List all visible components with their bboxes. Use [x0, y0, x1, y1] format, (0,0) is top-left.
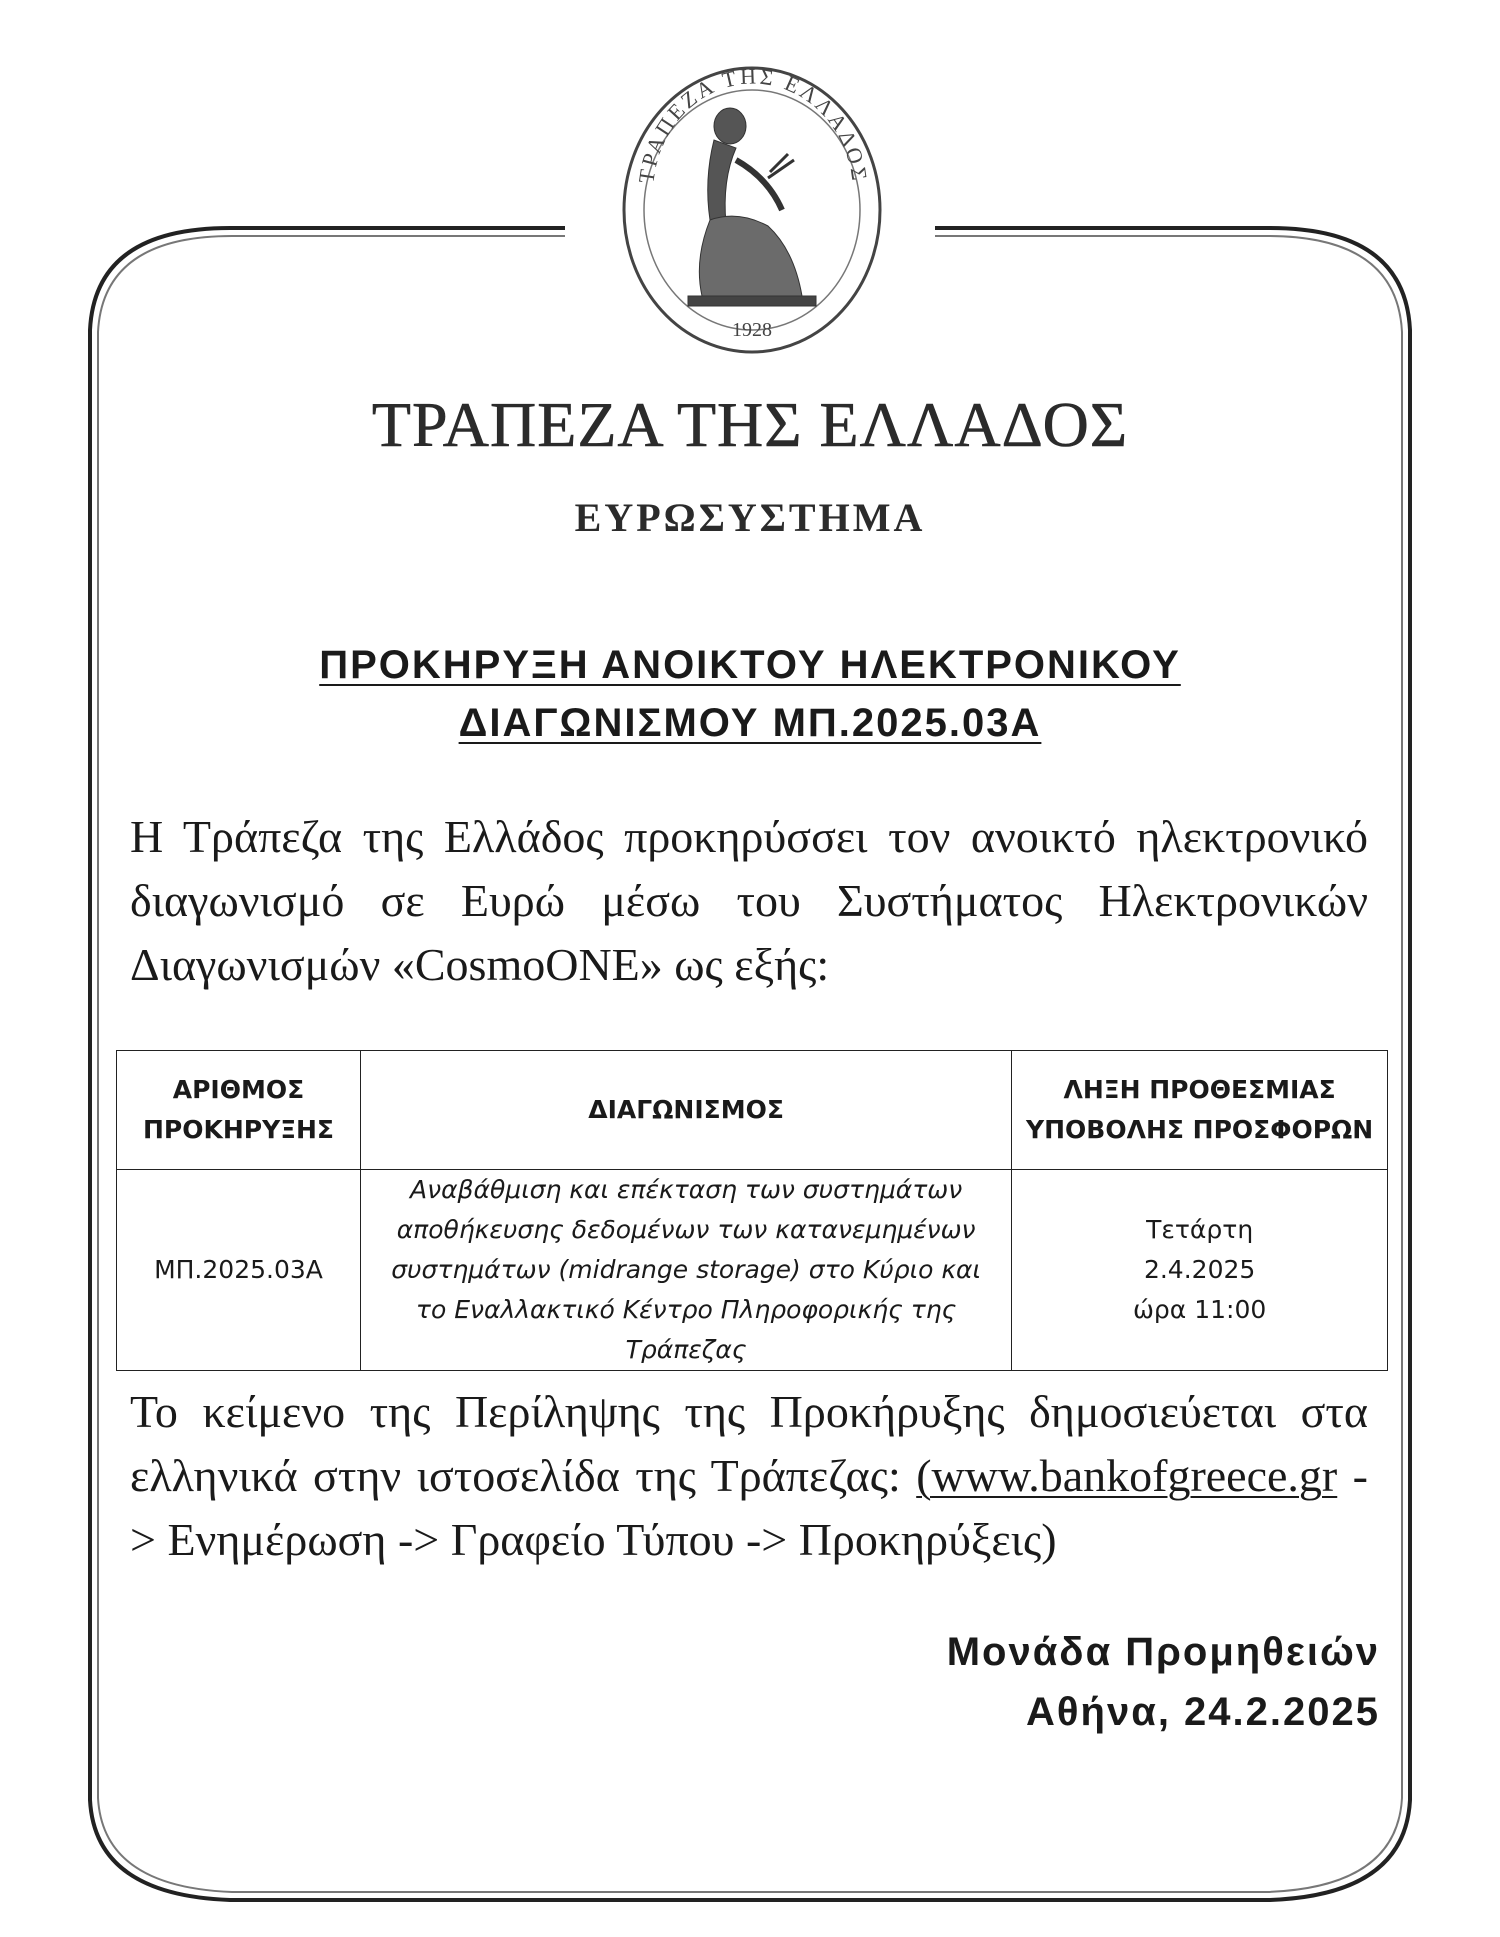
signature-place-date: Αθήνα, 24.2.2025 — [1026, 1690, 1380, 1734]
header-notice-number: ΑΡΙΘΜΟΣ ΠΡΟΚΗΡΥΞΗΣ — [117, 1051, 361, 1170]
cell-deadline — [1012, 1170, 1388, 1371]
deadline-day: Τετάρτη — [1146, 1215, 1254, 1244]
website-link-text: www.bankofgreece.gr — [931, 1450, 1338, 1501]
seal-year: 1928 — [732, 319, 772, 341]
header-deadline: ΛΗΞΗ ΠΡΟΘΕΣΜΙΑΣ ΥΠΟΒΟΛΗΣ ΠΡΟΣΦΟΡΩΝ — [1012, 1051, 1388, 1170]
notice-title — [0, 636, 1500, 752]
bank-name: ΤΡΑΠΕΖΑ ΤΗΣ ΕΛΛΑΔΟΣ — [371, 389, 1129, 460]
cell-notice-number: ΜΠ.2025.03Α — [117, 1170, 361, 1371]
intro-paragraph: Η Τράπεζα της Ελλάδος προκηρύσσει τον ανοικτό ηλεκτρονικό διαγωνισμό σε Ευρώ μέσω του Συστήματος Ηλεκτρονικών Διαγωνισμών «CosmoONE» ως εξής: — [130, 811, 1368, 990]
signature-unit: Μονάδα Προμηθειών — [946, 1630, 1380, 1674]
summary-text: Το κείμενο της Περίληψης της Προκήρυξης δημοσιεύεται στα ελληνικά στην ιστοσελίδα της Τράπεζας: — [130, 1386, 1368, 1501]
deadline-time: ώρα 11:00 — [1132, 1295, 1267, 1324]
cell-tender-description: Αναβάθμιση και επέκταση των συστημάτων αποθήκευσης δεδομένων των κατανεμημένων συστημάτων (midrange storage) στο Κύριο και το Εναλλακτικό Κέντρο Πληροφορικής της Τράπεζας — [360, 1170, 1011, 1371]
tender-table — [116, 1050, 1388, 1371]
seal-text: ΤΡΑΠΕΖΑ ΤΗΣ ΕΛΛΑΔΟΣ — [633, 63, 873, 185]
website-path: -> Ενημέρωση -> Γραφείο Τύπου -> Προκηρύξεις) — [130, 1450, 1368, 1565]
svg-text:ΤΡΑΠΕΖΑ ΤΗΣ ΕΛΛΑΔΟΣ — [633, 63, 872, 184]
table-row — [117, 1170, 1388, 1371]
notice-title-line2: ΔΙΑΓΩΝΙΣΜΟΥ ΜΠ.2025.03Α — [458, 701, 1042, 745]
bank-seal-logo — [618, 60, 886, 360]
link-open-paren: ( — [916, 1450, 932, 1501]
bank-subtitle: ΕΥΡΩΣΥΣΤΗΜΑ — [574, 495, 926, 540]
website-link[interactable] — [916, 1450, 1337, 1501]
header-tender: ΔΙΑΓΩΝΙΣΜΟΣ — [360, 1051, 1011, 1170]
table-header-row — [117, 1051, 1388, 1170]
notice-title-line1: ΠΡΟΚΗΡΥΞΗ ΑΝΟΙΚΤΟΥ ΗΛΕΚΤΡΟΝΙΚΟΥ — [319, 643, 1181, 687]
deadline-date: 2.4.2025 — [1143, 1255, 1256, 1284]
summary-paragraph — [130, 1380, 1368, 1572]
